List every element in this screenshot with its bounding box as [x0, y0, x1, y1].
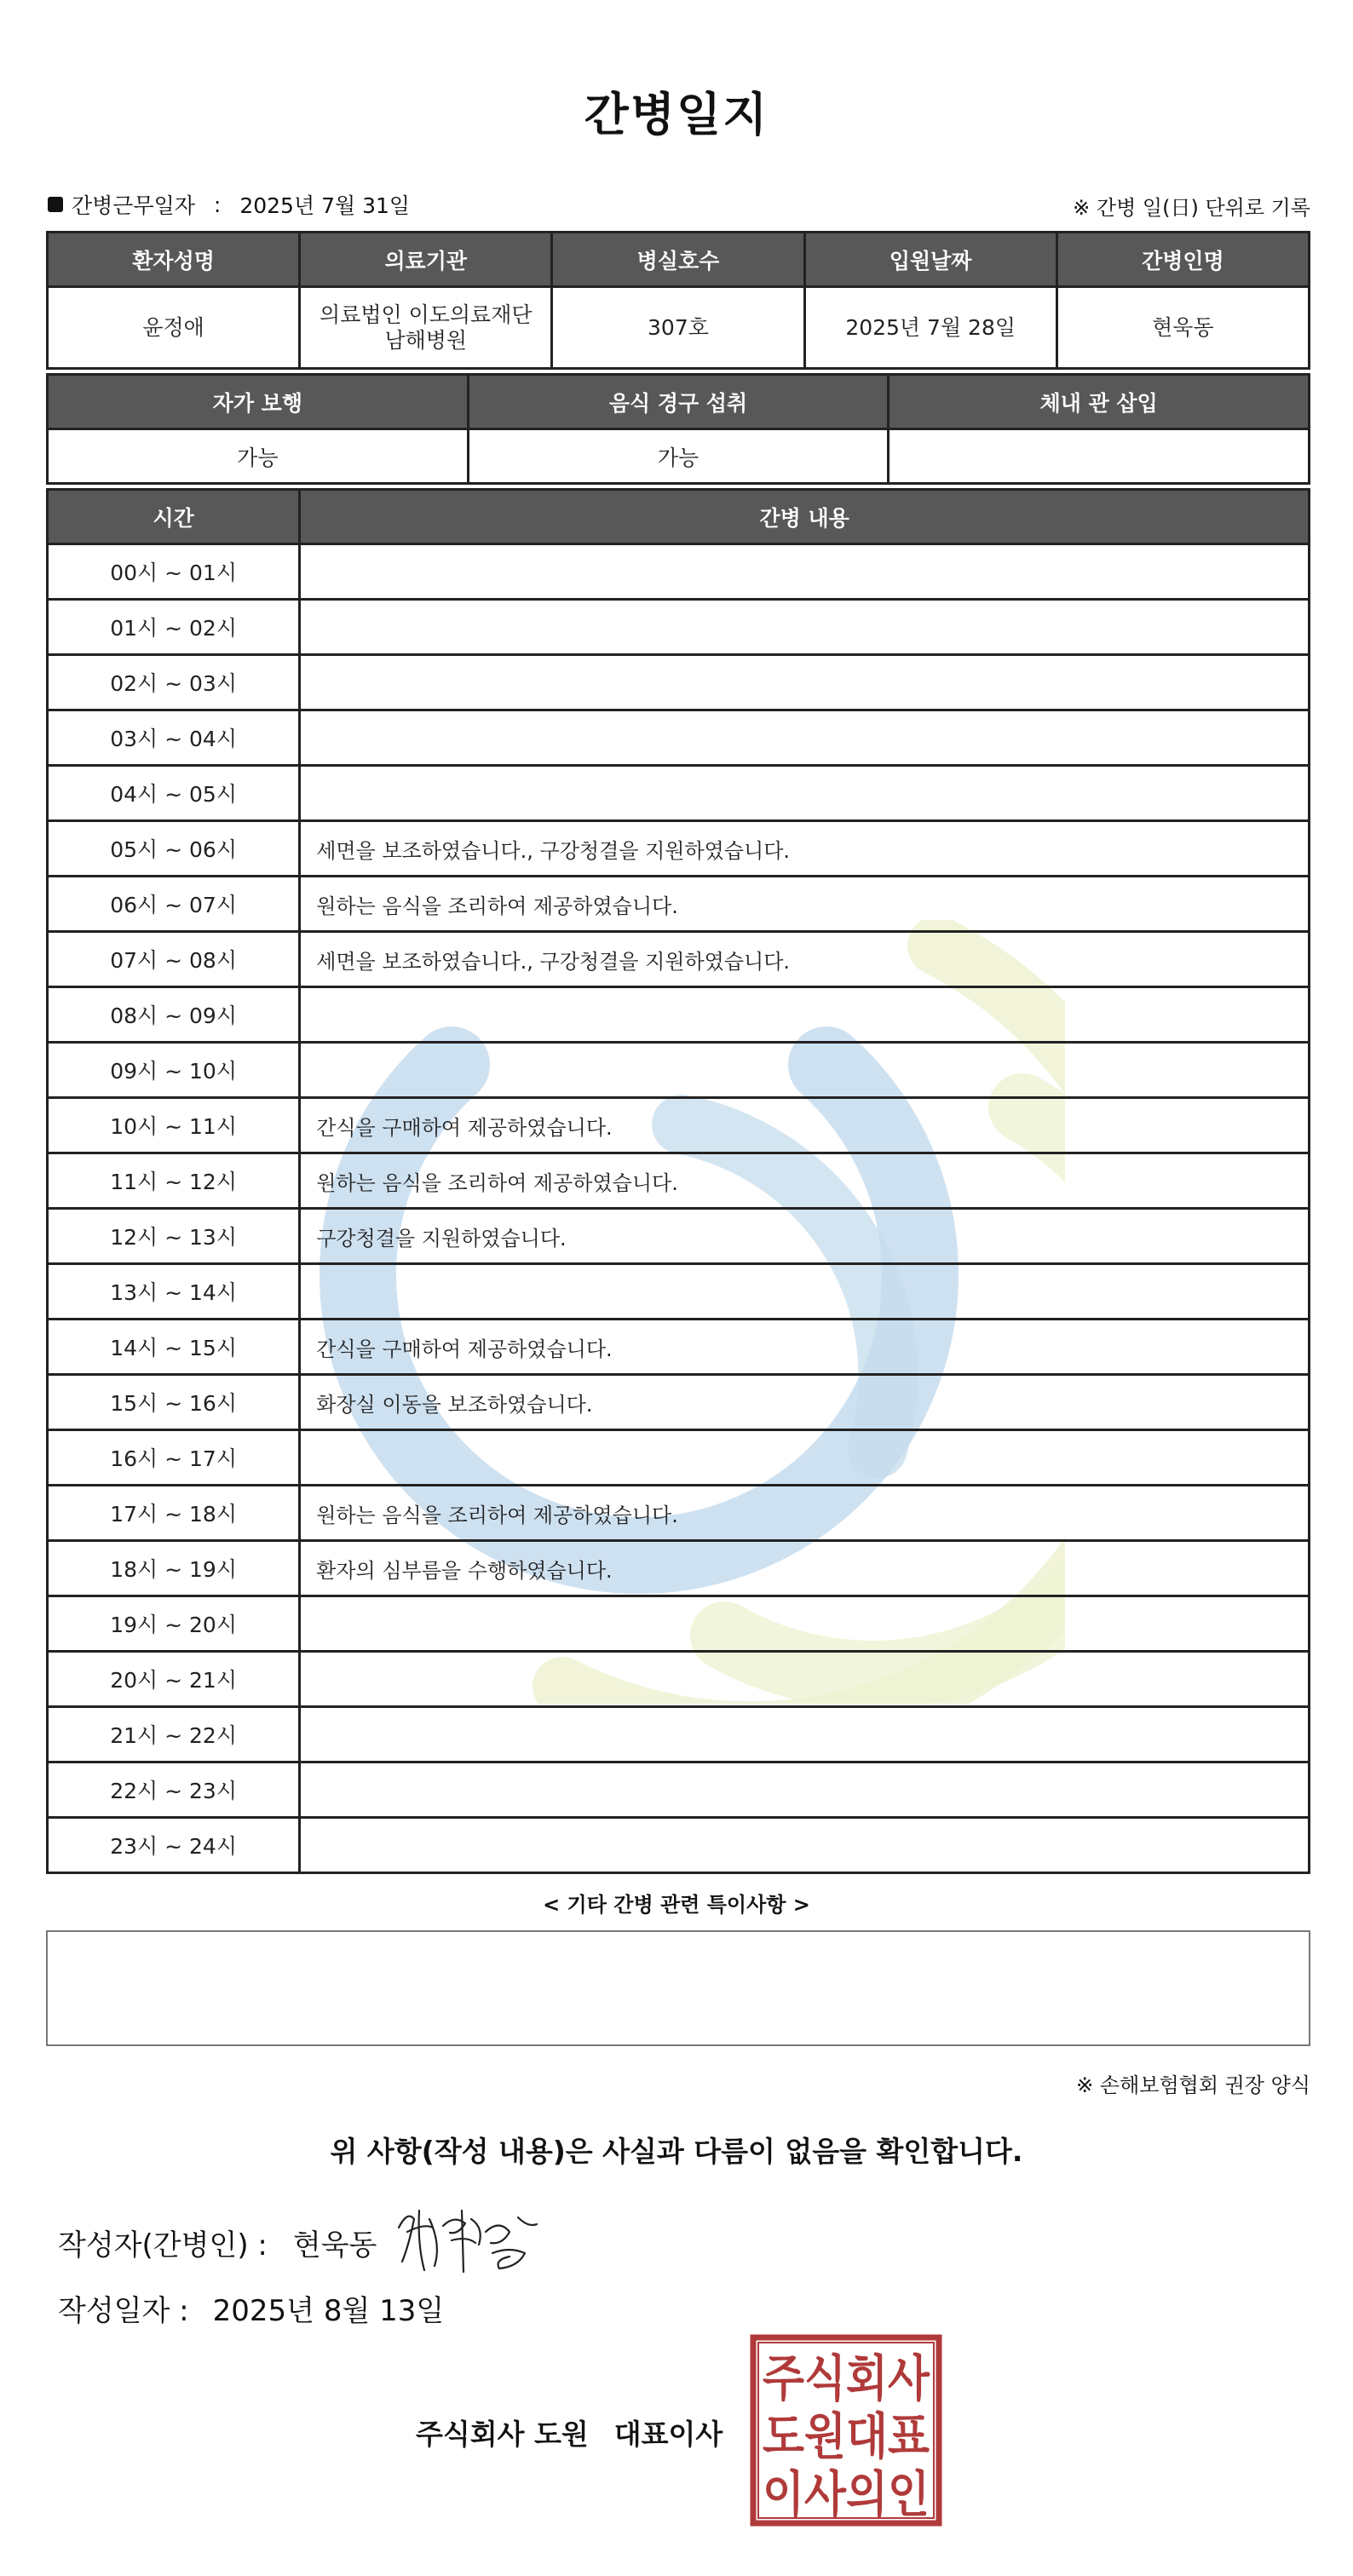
log-time-cell: 03시 ~ 04시 — [48, 710, 300, 766]
patient-info-table — [46, 231, 1310, 370]
header-oral-intake: 음식 경구 섭취 — [468, 375, 889, 429]
writer-name: 현욱동 — [292, 2228, 377, 2263]
log-content-cell: 간식을 구매하여 제공하였습니다. — [300, 1320, 1310, 1375]
log-row — [48, 987, 1310, 1043]
square-bullet-icon — [48, 197, 63, 212]
log-content-cell — [300, 1707, 1310, 1762]
log-row — [48, 1320, 1310, 1375]
log-row — [48, 1596, 1310, 1652]
log-row — [48, 932, 1310, 987]
log-time-cell: 12시 ~ 13시 — [48, 1209, 300, 1264]
log-time-cell: 22시 ~ 23시 — [48, 1762, 300, 1818]
log-row — [48, 1264, 1310, 1320]
log-time-cell: 04시 ~ 05시 — [48, 766, 300, 821]
log-row — [48, 1043, 1310, 1098]
writer-label: 작성자(간병인) : — [58, 2228, 268, 2263]
log-content-cell — [300, 1818, 1310, 1873]
log-content-cell — [300, 1264, 1310, 1320]
daily-record-note: ※ 간병 일(日) 단위로 기록 — [1073, 196, 1310, 220]
log-row — [48, 655, 1310, 710]
header-caregiver-name: 간병인명 — [1056, 233, 1309, 287]
log-content-cell: 구강청결을 지원하였습니다. — [300, 1209, 1310, 1264]
seal-text-line: 이사의인 — [763, 2465, 930, 2523]
log-time-cell: 06시 ~ 07시 — [48, 877, 300, 932]
log-content-cell — [300, 1430, 1310, 1486]
work-date-label: 간병근무일자 — [72, 193, 195, 218]
patient-info-header-row — [48, 233, 1310, 287]
log-content-cell — [300, 710, 1310, 766]
patient-info-value-row — [48, 287, 1310, 369]
company-signature-block — [416, 2412, 723, 2452]
company-seal-stamp — [750, 2334, 942, 2527]
log-content-cell — [300, 544, 1310, 600]
status-value-row — [48, 429, 1310, 484]
log-content-cell: 세면을 보조하였습니다., 구강청결을 지원하였습니다. — [300, 821, 1310, 877]
written-date-row — [58, 2287, 444, 2329]
seal-text-line: 도원대표 — [763, 2407, 930, 2465]
log-row — [48, 1541, 1310, 1596]
header-self-walking: 자가 보행 — [48, 375, 469, 429]
log-row — [48, 877, 1310, 932]
log-content-cell — [300, 1652, 1310, 1707]
written-date-label: 작성일자 : — [58, 2294, 189, 2328]
log-time-cell: 20시 ~ 21시 — [48, 1652, 300, 1707]
log-time-cell: 19시 ~ 20시 — [48, 1596, 300, 1652]
log-content-cell: 간식을 구매하여 제공하였습니다. — [300, 1098, 1310, 1153]
header-patient-name: 환자성명 — [48, 233, 300, 287]
log-time-cell: 14시 ~ 15시 — [48, 1320, 300, 1375]
log-content-cell — [300, 655, 1310, 710]
log-content-cell: 원하는 음식을 조리하여 제공하였습니다. — [300, 877, 1310, 932]
log-row — [48, 1652, 1310, 1707]
writer-row — [58, 2222, 377, 2263]
room-number: 307호 — [552, 287, 804, 369]
written-date-value: 2025년 8월 13일 — [212, 2294, 445, 2328]
log-row — [48, 544, 1310, 600]
log-time-cell: 15시 ~ 16시 — [48, 1375, 300, 1430]
log-row — [48, 766, 1310, 821]
log-content-cell — [300, 600, 1310, 655]
log-time-cell: 16시 ~ 17시 — [48, 1430, 300, 1486]
confirmation-statement: 위 사항(작성 내용)은 사실과 다름이 없음을 확인합니다. — [330, 2135, 1023, 2168]
log-content-cell — [300, 1596, 1310, 1652]
log-content-cell: 화장실 이동을 보조하였습니다. — [300, 1375, 1310, 1430]
patient-status-table — [46, 373, 1310, 485]
patient-name: 윤정애 — [48, 287, 300, 369]
log-row — [48, 710, 1310, 766]
work-date-row — [48, 189, 410, 220]
oral-intake-value: 가능 — [468, 429, 889, 484]
log-row — [48, 1375, 1310, 1430]
log-content-cell: 원하는 음식을 조리하여 제공하였습니다. — [300, 1486, 1310, 1541]
work-date-value: 2025년 7월 31일 — [239, 193, 411, 218]
log-time-cell: 23시 ~ 24시 — [48, 1818, 300, 1873]
log-time-cell: 09시 ~ 10시 — [48, 1043, 300, 1098]
tube-insertion-value — [889, 429, 1310, 484]
header-care-content: 간병 내용 — [300, 490, 1310, 544]
log-time-cell: 13시 ~ 14시 — [48, 1264, 300, 1320]
company-name: 주식회사 도원 — [416, 2418, 589, 2451]
log-row — [48, 600, 1310, 655]
log-time-cell: 10시 ~ 11시 — [48, 1098, 300, 1153]
special-notes-title: < 기타 간병 관련 특이사항 > — [543, 1893, 810, 1917]
log-row — [48, 1430, 1310, 1486]
document-title: 간병일지 — [584, 88, 769, 141]
log-time-cell: 05시 ~ 06시 — [48, 821, 300, 877]
log-content-cell — [300, 766, 1310, 821]
log-row — [48, 821, 1310, 877]
recommended-form-note: ※ 손해보험협회 권장 양식 — [1076, 2073, 1310, 2097]
hospital-name: 의료법인 이도의료재단 남해병원 — [300, 287, 552, 369]
caregiver-name: 현욱동 — [1056, 287, 1309, 369]
log-time-cell: 08시 ~ 09시 — [48, 987, 300, 1043]
log-row — [48, 1486, 1310, 1541]
log-time-cell: 21시 ~ 22시 — [48, 1707, 300, 1762]
status-header-row — [48, 375, 1310, 429]
log-row — [48, 1762, 1310, 1818]
header-admission-date: 입원날짜 — [804, 233, 1056, 287]
log-row — [48, 1818, 1310, 1873]
log-content-cell — [300, 1762, 1310, 1818]
work-date-colon: : — [213, 192, 222, 217]
log-content-cell: 환자의 심부름을 수행하였습니다. — [300, 1541, 1310, 1596]
log-row — [48, 1209, 1310, 1264]
log-row — [48, 1153, 1310, 1209]
handwritten-signature — [390, 2194, 544, 2279]
log-time-cell: 00시 ~ 01시 — [48, 544, 300, 600]
log-time-cell: 18시 ~ 19시 — [48, 1541, 300, 1596]
log-content-cell — [300, 987, 1310, 1043]
self-walking-value: 가능 — [48, 429, 469, 484]
special-notes-box — [46, 1930, 1310, 2046]
log-time-cell: 02시 ~ 03시 — [48, 655, 300, 710]
admission-date: 2025년 7월 28일 — [804, 287, 1056, 369]
hourly-care-log-table — [46, 488, 1310, 1874]
header-tube-insertion: 체내 관 삽입 — [889, 375, 1310, 429]
header-time: 시간 — [48, 490, 300, 544]
header-room-number: 병실호수 — [552, 233, 804, 287]
seal-text-line: 주식회사 — [763, 2349, 930, 2407]
log-time-cell: 07시 ~ 08시 — [48, 932, 300, 987]
log-content-cell — [300, 1043, 1310, 1098]
log-time-cell: 17시 ~ 18시 — [48, 1486, 300, 1541]
log-content-cell: 세면을 보조하였습니다., 구강청결을 지원하였습니다. — [300, 932, 1310, 987]
log-content-cell: 원하는 음식을 조리하여 제공하였습니다. — [300, 1153, 1310, 1209]
log-time-cell: 01시 ~ 02시 — [48, 600, 300, 655]
log-time-cell: 11시 ~ 12시 — [48, 1153, 300, 1209]
log-row — [48, 1707, 1310, 1762]
representative-title: 대표이사 — [613, 2418, 723, 2451]
header-hospital: 의료기관 — [300, 233, 552, 287]
log-row — [48, 1098, 1310, 1153]
log-header-row — [48, 490, 1310, 544]
